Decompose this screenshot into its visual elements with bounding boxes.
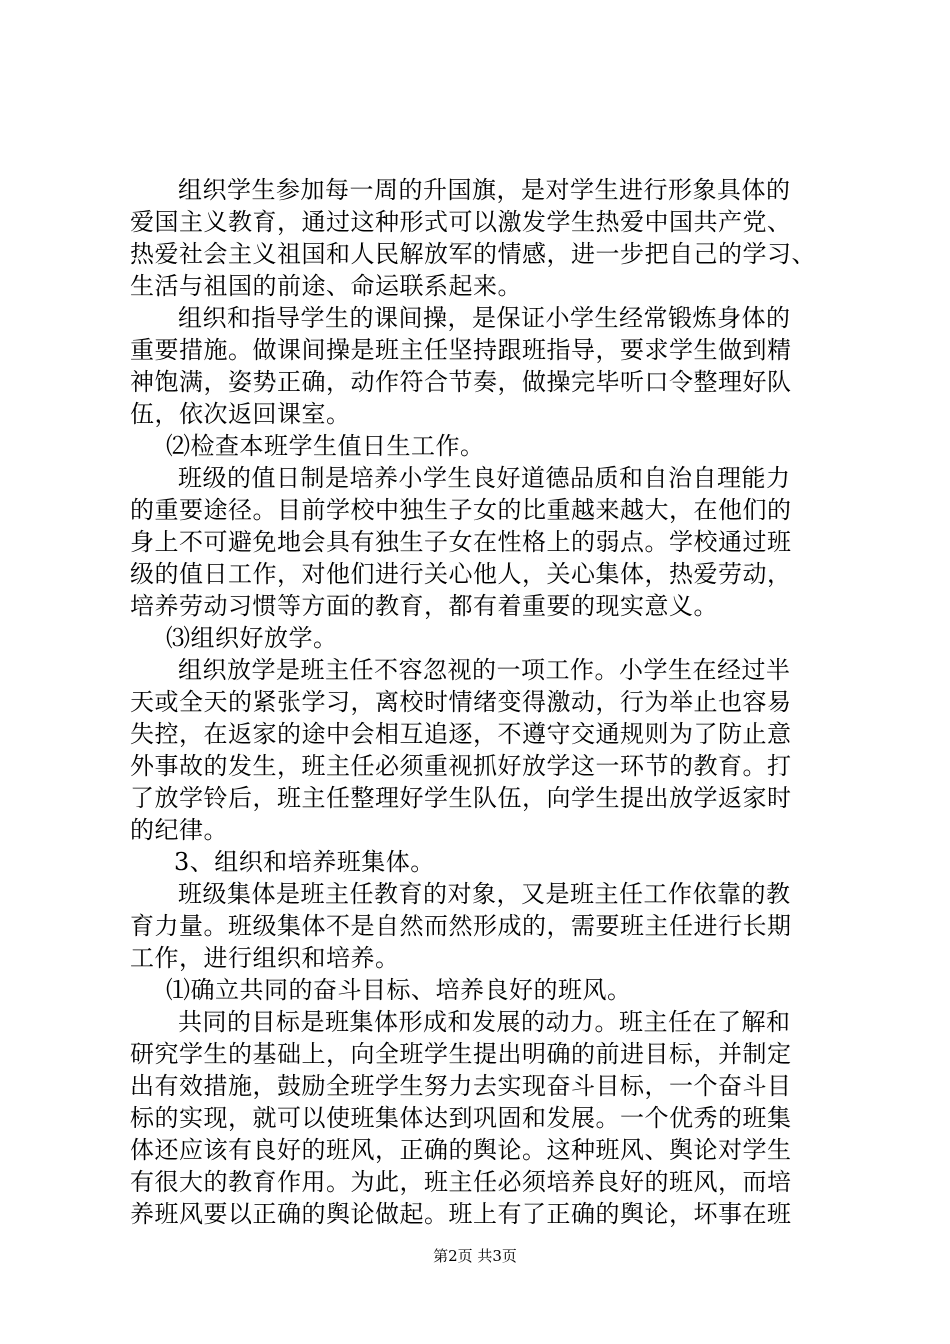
section-heading: 3、组织和培养班集体。 bbox=[174, 848, 435, 876]
paragraph-line: 工作，进行组织和培养。 bbox=[130, 944, 400, 972]
paragraph-line: 神饱满，姿势正确，动作符合节奏，做操完毕听口令整理好队 bbox=[130, 368, 792, 396]
paragraph-line: 组织学生参加每一周的升国旗，是对学生进行形象具体的 bbox=[178, 176, 791, 204]
paragraph-line: 爱国主义教育，通过这种形式可以激发学生热爱中国共产党、 bbox=[130, 208, 792, 236]
page-number-footer: 第2页 共3页 bbox=[433, 1247, 517, 1265]
section-heading: ⑴确立共同的奋斗目标、培养良好的班风。 bbox=[166, 976, 632, 1004]
paragraph-line: 研究学生的基础上，向全班学生提出明确的前进目标，并制定 bbox=[130, 1040, 792, 1068]
paragraph-line: 体还应该有良好的班风，正确的舆论。这种班风、舆论对学生 bbox=[130, 1136, 792, 1164]
section-heading: ⑵检查本班学生值日生工作。 bbox=[166, 432, 485, 460]
paragraph-line: 组织放学是班主任不容忽视的一项工作。小学生在经过半 bbox=[178, 656, 791, 684]
paragraph-line: 了放学铃后，班主任整理好学生队伍，向学生提出放学返家时 bbox=[130, 784, 792, 812]
paragraph-line: 伍，依次返回课室。 bbox=[130, 400, 351, 428]
paragraph-line: 育力量。班级集体不是自然而然形成的，需要班主任进行长期 bbox=[130, 912, 792, 940]
section-heading: ⑶组织好放学。 bbox=[166, 624, 338, 652]
paragraph-line: 培养劳动习惯等方面的教育，都有着重要的现实意义。 bbox=[130, 592, 718, 620]
paragraph-line: 外事故的发生，班主任必须重视抓好放学这一环节的教育。打 bbox=[130, 752, 792, 780]
paragraph-line: 天或全天的紧张学习，离校时情绪变得激动，行为举止也容易 bbox=[130, 688, 792, 716]
paragraph-line: 班级的值日制是培养小学生良好道德品质和自治自理能力 bbox=[178, 464, 791, 492]
paragraph-line: 养班风要以正确的舆论做起。班上有了正确的舆论，坏事在班 bbox=[130, 1200, 792, 1228]
paragraph-line: 标的实现，就可以使班集体达到巩固和发展。一个优秀的班集 bbox=[130, 1104, 792, 1132]
paragraph-line: 的纪律。 bbox=[130, 816, 228, 844]
paragraph-line: 身上不可避免地会具有独生子女在性格上的弱点。学校通过班 bbox=[130, 528, 792, 556]
paragraph-line: 组织和指导学生的课间操，是保证小学生经常锻炼身体的 bbox=[178, 304, 791, 332]
paragraph-line: 生活与祖国的前途、命运联系起来。 bbox=[130, 272, 522, 300]
paragraph-line: 的重要途径。目前学校中独生子女的比重越来越大，在他们的 bbox=[130, 496, 792, 524]
paragraph-line: 出有效措施，鼓励全班学生努力去实现奋斗目标，一个奋斗目 bbox=[130, 1072, 792, 1100]
paragraph-line: 热爱社会主义祖国和人民解放军的情感，进一步把自己的学习、 bbox=[130, 240, 816, 268]
paragraph-line: 有很大的教育作用。为此，班主任必须培养良好的班风，而培 bbox=[130, 1168, 792, 1196]
paragraph-line: 重要措施。做课间操是班主任坚持跟班指导，要求学生做到精 bbox=[130, 336, 792, 364]
paragraph-line: 级的值日工作，对他们进行关心他人，关心集体，热爱劳动， bbox=[130, 560, 792, 588]
paragraph-line: 共同的目标是班集体形成和发展的动力。班主任在了解和 bbox=[178, 1008, 791, 1036]
document-body bbox=[130, 174, 830, 1230]
paragraph-line: 班级集体是班主任教育的对象，又是班主任工作依靠的教 bbox=[178, 880, 791, 908]
paragraph-line: 失控，在返家的途中会相互追逐，不遵守交通规则为了防止意 bbox=[130, 720, 792, 748]
